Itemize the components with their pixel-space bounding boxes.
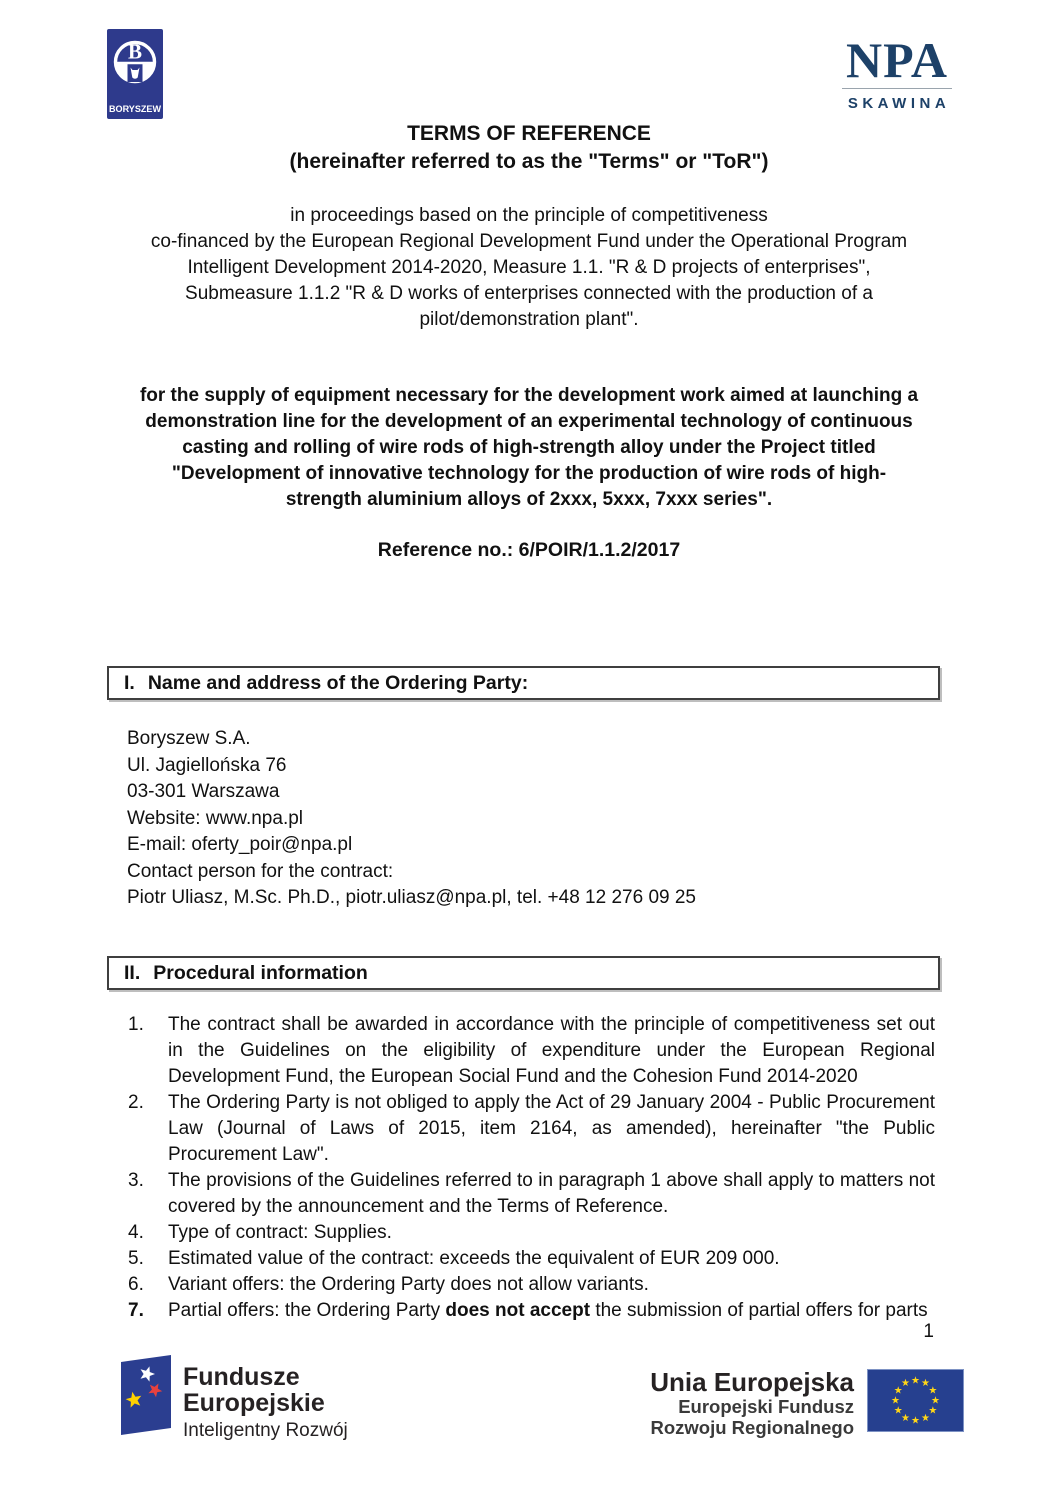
ordering-party-contact-label: Contact person for the contract:	[127, 860, 394, 882]
item-text: Variant offers: the Ordering Party does not allow variants.	[168, 1274, 649, 1295]
document-title	[0, 120, 1058, 176]
unia-title: Unia Europejska	[650, 1367, 854, 1397]
list-item	[127, 1246, 935, 1272]
item-text: The Ordering Party is not obliged to apply the Act of 29 January 2004 - Public Procurement Law (Journal of Laws of 2015, item 2164, as amended), hereinafter "the Public Procurement Law".	[168, 1092, 935, 1165]
page-number: 1	[923, 1321, 934, 1342]
item-text: Estimated value of the contract: exceeds the equivalent of EUR 209 000.	[168, 1248, 780, 1269]
ordering-party-name: Boryszew S.A.	[127, 728, 251, 749]
svg-text:★: ★	[891, 1395, 900, 1407]
unia-subtitle-line: Rozwoju Regionalnego	[650, 1417, 854, 1438]
list-item	[127, 1272, 935, 1298]
ordering-party-city: 03-301 Warszawa	[127, 781, 280, 802]
svg-text:★: ★	[928, 1385, 938, 1397]
item-number: 5.	[128, 1248, 144, 1269]
section-2-numeral: II.	[124, 961, 141, 984]
intro-line: in proceedings based on the principle of competitiveness	[290, 205, 768, 226]
svg-text:★: ★	[931, 1395, 940, 1407]
unia-europejska-label	[650, 1368, 854, 1438]
ordering-party-email: E-mail: oferty_poir@npa.pl	[127, 834, 353, 855]
title-line-2: (hereinafter referred to as the "Terms" or "ToR")	[289, 150, 769, 173]
subject-line: strength aluminium alloys of 2xxx, 5xxx, 7xxx series".	[285, 489, 773, 510]
fundusze-europejskie-label	[183, 1364, 348, 1442]
item-text-prefix: Partial offers: the Ordering Party	[168, 1300, 446, 1321]
section-2-title: Procedural information	[153, 961, 368, 984]
svg-text:★: ★	[911, 1375, 920, 1387]
item-number: 6.	[128, 1274, 144, 1295]
intro-line: pilot/demonstration plant".	[419, 309, 639, 330]
item-text: Type of contract: Supplies.	[168, 1222, 392, 1243]
item-text-suffix: the submission of partial offers for parts	[590, 1300, 928, 1321]
svg-text:★: ★	[921, 1378, 930, 1390]
item-number: 7.	[128, 1300, 144, 1321]
item-text-bold: does not accept	[445, 1300, 591, 1321]
fundusze-title-line: Europejskie	[183, 1389, 325, 1417]
intro-paragraph	[124, 203, 934, 333]
intro-line: co-financed by the European Regional Development Fund under the Operational Program	[150, 231, 908, 252]
list-item	[127, 1012, 935, 1090]
svg-text:★: ★	[893, 1405, 903, 1417]
svg-text:★: ★	[921, 1412, 930, 1424]
list-item	[127, 1220, 935, 1246]
svg-text:★: ★	[911, 1415, 920, 1427]
fundusze-title-line: Fundusze	[183, 1363, 300, 1391]
item-text: The provisions of the Guidelines referred to in paragraph 1 above shall apply to matters not covered by the announcement and the Terms of Reference.	[168, 1170, 935, 1217]
ordering-party-street: Ul. Jagiellońska 76	[127, 754, 287, 776]
title-line-1: TERMS OF REFERENCE	[407, 122, 651, 145]
fundusze-subtitle: Inteligentny Rozwój	[183, 1420, 348, 1441]
intro-line: Intelligent Development 2014-2020, Measure 1.1. "R & D projects of enterprises",	[187, 257, 871, 278]
ordering-party-block	[127, 726, 696, 912]
subject-line: for the supply of equipment necessary for the development work aimed at launching a	[139, 385, 919, 406]
section-2-heading	[107, 956, 940, 990]
fundusze-europejskie-flag-icon	[121, 1355, 171, 1440]
npa-logo-subtitle: SKAWINA	[847, 95, 951, 112]
npa-skawina-logo	[840, 32, 954, 112]
unia-subtitle-line: Europejski Fundusz	[678, 1396, 854, 1417]
boryszew-logo-icon	[107, 29, 163, 119]
ordering-party-contact-person: Piotr Uliasz, M.Sc. Ph.D., piotr.uliasz@npa.pl, tel. +48 12 276 09 25	[127, 887, 696, 908]
list-item	[127, 1298, 935, 1324]
section-1-heading	[107, 666, 940, 700]
list-item	[127, 1168, 935, 1220]
subject-line: demonstration line for the development of an experimental technology of continuous	[145, 411, 913, 432]
subject-paragraph	[124, 383, 934, 513]
npa-logo-wordmark: NPA	[845, 32, 949, 88]
svg-text:B: B	[127, 39, 143, 64]
intro-line: Submeasure 1.1.2 "R & D works of enterprises connected with the production of a	[185, 283, 873, 304]
item-number: 1.	[128, 1014, 144, 1035]
ordering-party-website: Website: www.npa.pl	[127, 807, 304, 829]
item-text: The contract shall be awarded in accordance with the principle of competitiveness set out in the Guidelines on the eligibility of expenditure under the European Regional Development Fund, the European Social Fund and the Cohesion Fund 2014-2020	[168, 1014, 935, 1087]
item-number: 3.	[128, 1170, 144, 1191]
svg-text:BORYSZEW: BORYSZEW	[109, 104, 162, 114]
item-number: 2.	[128, 1092, 144, 1113]
subject-line: "Development of innovative technology for the production of wire rods of high-	[171, 463, 887, 484]
section-1-title: Name and address of the Ordering Party:	[147, 671, 529, 694]
npa-logo-divider	[842, 88, 952, 89]
subject-line: casting and rolling of wire rods of high-strength alloy under the Project titled	[182, 437, 876, 458]
svg-text:★: ★	[901, 1378, 910, 1390]
reference-number: Reference no.: 6/POIR/1.1.2/2017	[377, 539, 681, 561]
svg-text:★: ★	[901, 1412, 910, 1424]
svg-text:★: ★	[893, 1385, 903, 1397]
procedural-list	[127, 1012, 935, 1324]
eu-flag-icon	[867, 1369, 964, 1437]
item-number: 4.	[128, 1222, 144, 1243]
section-1-numeral: I.	[124, 671, 135, 694]
list-item	[127, 1090, 935, 1168]
svg-text:★: ★	[928, 1405, 938, 1417]
